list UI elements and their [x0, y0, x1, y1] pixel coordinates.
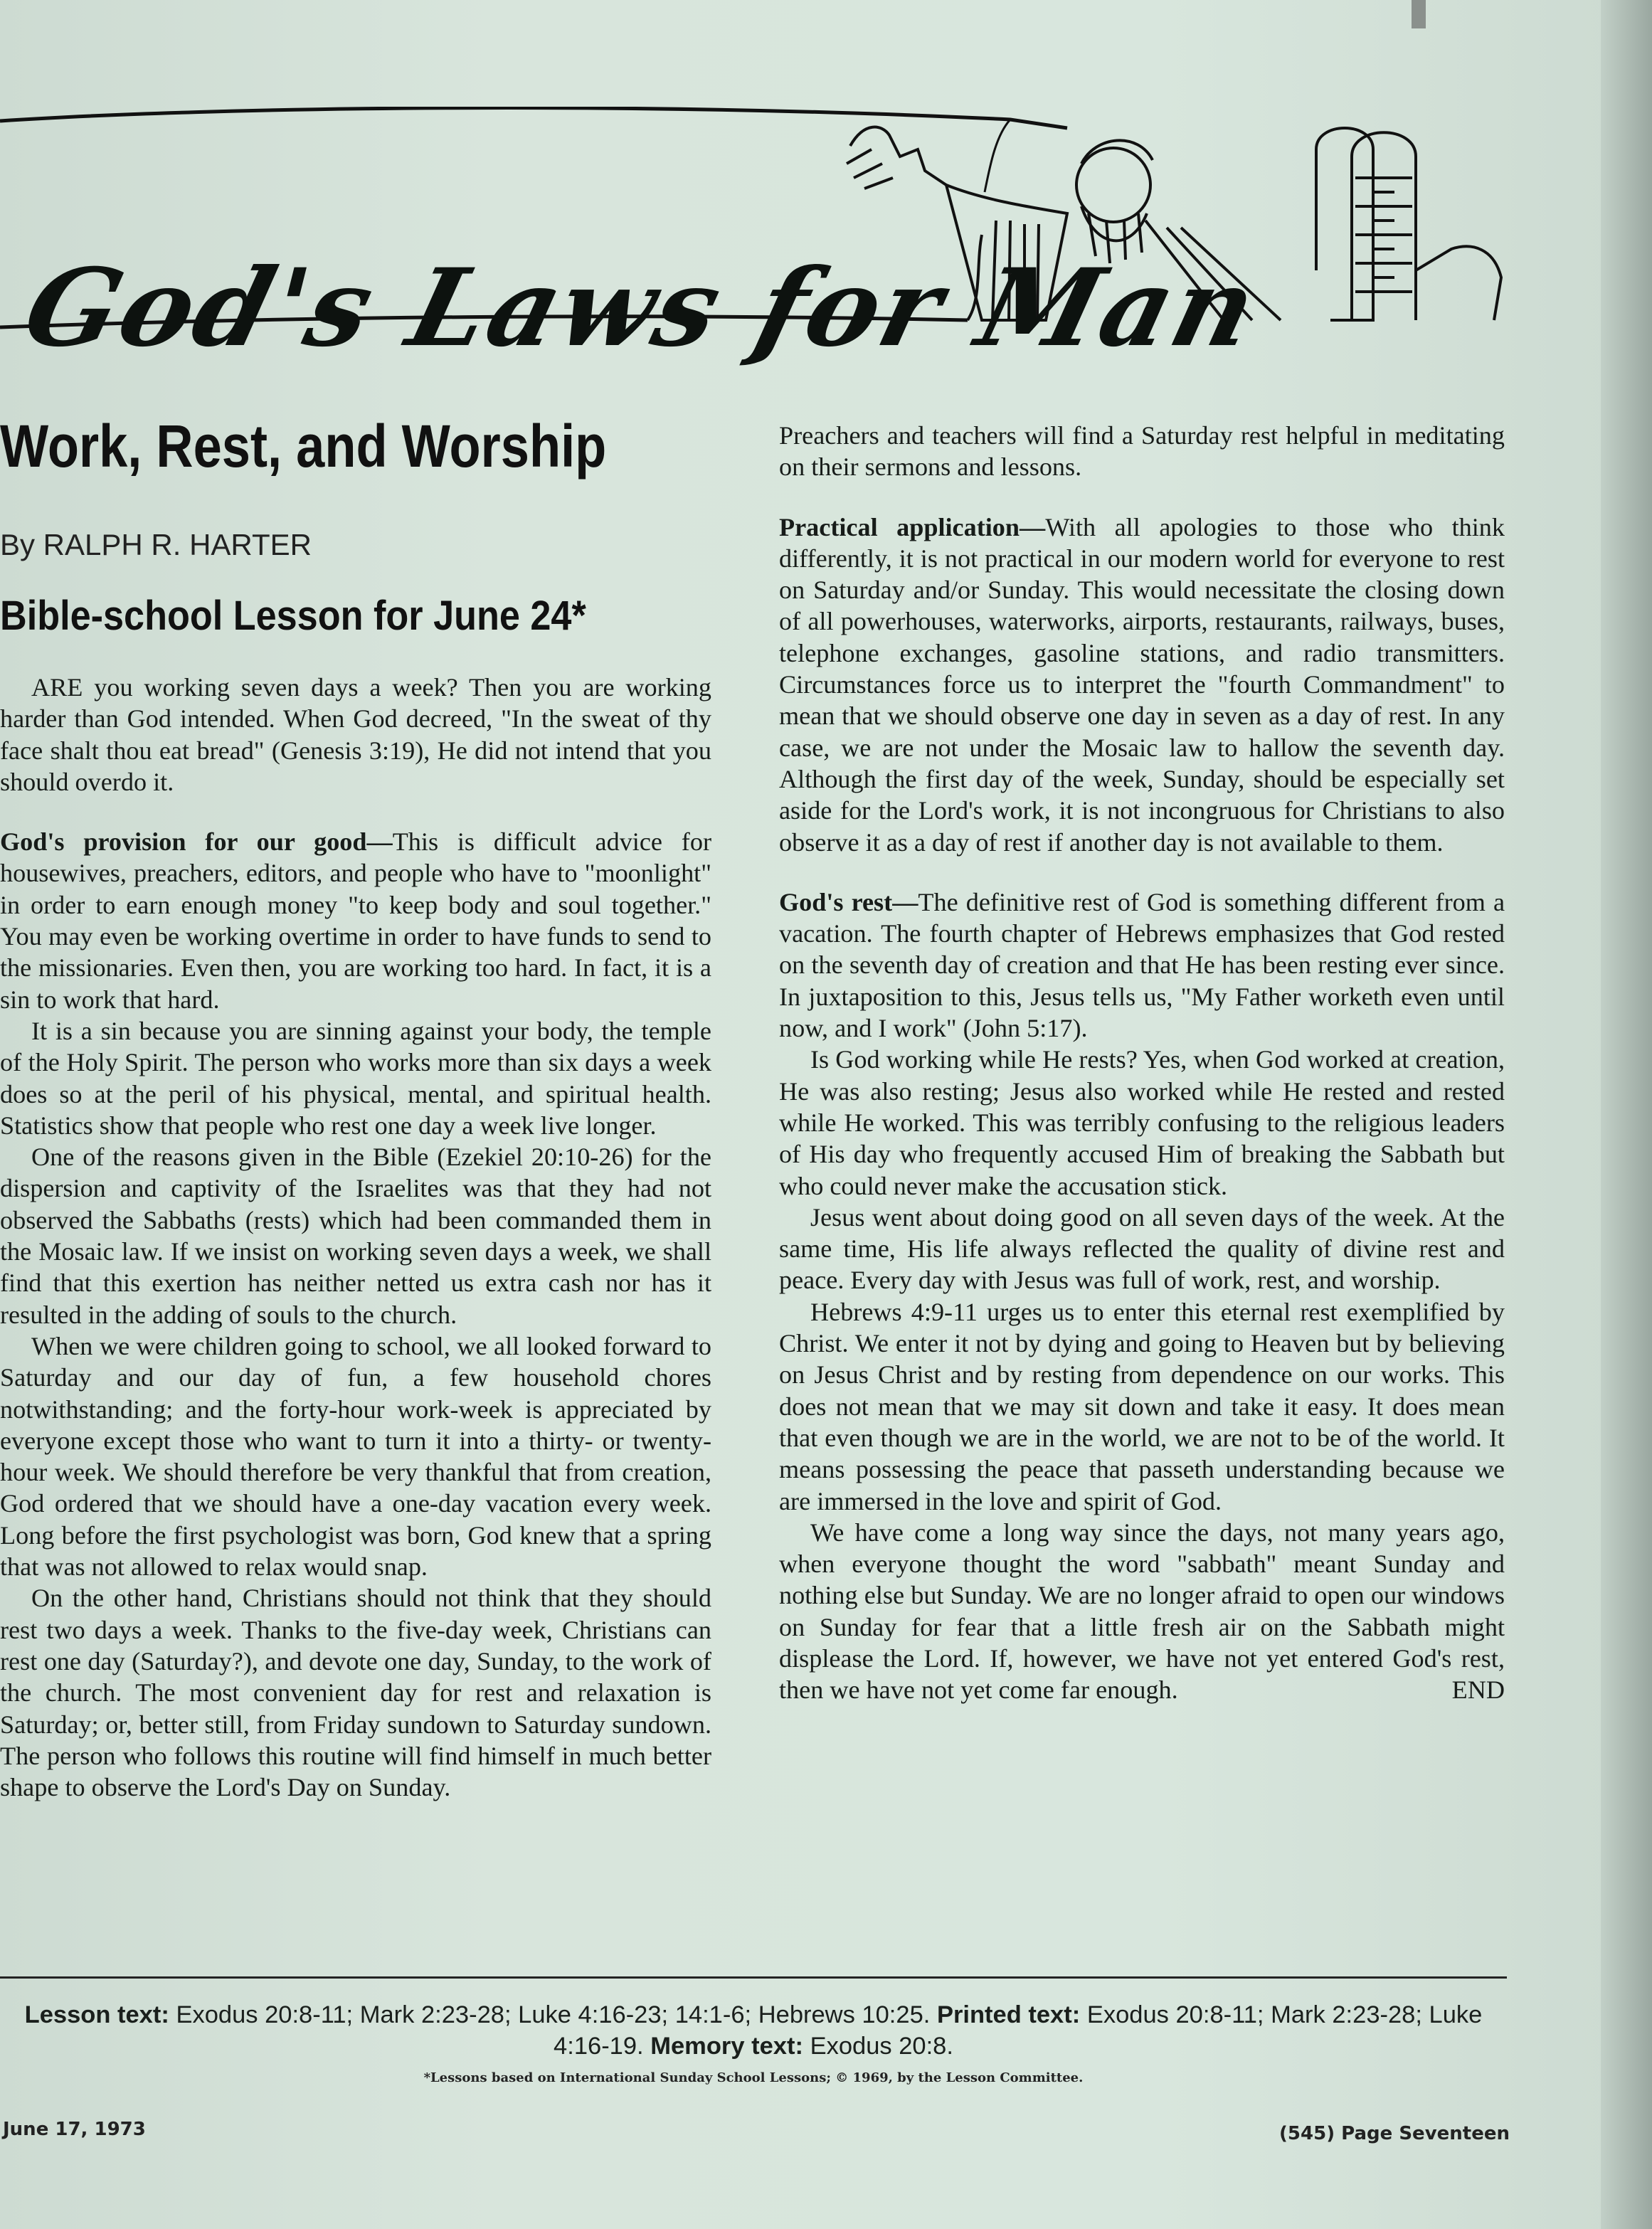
paragraph: Jesus went about doing good on all seven days of the week. At the same time, His life always reflected the quality of divine rest and peace. Every day with Jesus was full of work, rest, and worship.	[779, 1202, 1505, 1295]
paragraph: Hebrews 4:9-11 urges us to enter this eternal rest exemplified by Christ. We enter it not by dying and going to Heaven but by believing on Jesus Christ and by resting from dependence on our works. This does not mean that we may sit down and take it easy. It does mean that even though we are in the world, we are not to be of the world. It means possessing the peace that passeth understanding because we are immersed in the love and spirit of God.	[779, 1297, 1505, 1515]
left-column	[0, 672, 711, 1803]
paragraph: We have come a long way since the days, not many years ago, when everyone thought the word "sabbath" meant Sunday and nothing else but Sunday. We are no longer afraid to open our windows on Sunday for fear that a little fresh air on the Sabbath might displease the Lord. If, however, we have not yet entered God's rest, then we have not yet come far enough. END	[779, 1517, 1505, 1706]
memory-text-label: Memory text:	[650, 2033, 803, 2060]
footnote: *Lessons based on International Sunday School Lessons; © 1969, by the Lesson Committee.	[423, 2070, 1084, 2085]
right-column	[779, 420, 1505, 1706]
printed-text-value: Exodus 20:8-11; Mark 2:23-28; Luke 4:16-19.	[554, 2001, 1483, 2060]
banner-title: God's Laws for Man	[13, 245, 1271, 371]
title-banner	[0, 107, 1510, 371]
memory-text-value: Exodus 20:8.	[810, 2033, 953, 2060]
paragraph: Practical application—With all apologies to those who think differently, it is not practical in our modern world for everyone to rest on Saturday and/or Sunday. This would necessitate the closing down of all powerhouses, waterworks, airports, restaurants, railways, buses, telephone exchanges, gasoline stations, and radio transmitters. Circumstances force us to interpret the "fourth Commandment" to mean that we should observe one day in seven as a day of rest. In any case, we are not under the Mosaic law to hallow the seventh day. Although the first day of the week, Sunday, should be especially set aside for the Lord's work, it is not incongruous for Christians to also observe it as a day of rest if another day is not available to them.	[779, 512, 1505, 857]
footer-rule	[0, 1976, 1507, 1979]
paragraph: Is God working while He rests? Yes, when God worked at creation, He was also resting; Jesus also worked while He rested and rested while He worked. This was terribly confusing to the religious leaders of His day who frequently accused Him of breaking the Sabbath but who could never make the accusation stick.	[779, 1045, 1505, 1200]
paragraph: One of the reasons given in the Bible (Ezekiel 20:10-26) for the dispersion and captivity of the Israelites was that they had not observed the Sabbaths (rests) which had been commanded them in the Mosaic law. If we insist on working seven days a week, we shall find that this exertion has neither netted us extra cash nor has it resulted in the adding of souls to the church.	[0, 1143, 711, 1329]
page-number: (545) Page Seventeen	[1279, 2123, 1510, 2144]
page-edge-shadow	[1601, 0, 1652, 2229]
paragraph: God's provision for our good—This is difficult advice for housewives, preachers, editors, and people who have to "moonlight" in order to earn enough money "to keep body and soul together." You may even be working overtime in order to have funds to send to the missionaries. Even then, you are working too hard. In fact, it is a sin to work that hard.	[0, 827, 711, 1014]
paragraph: Preachers and teachers will find a Saturday rest helpful in meditating on their sermons and lessons.	[779, 421, 1505, 482]
paragraph: On the other hand, Christians should not think that they should rest two days a week. Thanks to the five-day week, Christians can rest one day (Saturday?), and devote one day, Sunday, to the work of the church. The most convenient day for rest and relaxation is Saturday; or, better still, from Friday sundown to Saturday sundown. The person who follows this routine will find himself in much better shape to observe the Lord's Day on Sunday.	[0, 1584, 711, 1802]
paragraph: ARE you working seven days a week? Then you are working harder than God intended. When God decreed, "In the sweat of thy face shalt thou eat bread" (Genesis 3:19), He did not intend that you should overdo it.	[0, 673, 711, 796]
scan-mark	[1412, 0, 1426, 28]
end-mark: END	[1451, 1675, 1505, 1705]
lesson-text-label: Lesson text:	[24, 2001, 169, 2028]
lesson-heading: Bible-school Lesson for June 24*	[0, 593, 586, 639]
issue-date: June 17, 1973	[3, 2119, 146, 2140]
paragraph: When we were children going to school, we all looked forward to Saturday and our day of fun, a few household chores notwithstanding; and the forty-hour work-week is appreciated by everyone except those who want to turn it into a thirty- or twenty-hour week. We should therefore be very thankful that from creation, God ordered that we should have a one-day vacation every week. Long before the first psychologist was born, God knew that a spring that was not allowed to relax would snap.	[0, 1331, 711, 1582]
paragraph: God's rest—The definitive rest of God is something different from a vacation. The fourth chapter of Hebrews emphasizes that God rested on the seventh day of creation and that He has been resting ever since. In juxtaposition to this, Jesus tells us, "My Father worketh even until now, and I work" (John 5:17).	[779, 887, 1505, 1043]
lesson-text-value: Exodus 20:8-11; Mark 2:23-28; Luke 4:16-23; 14:1-6; Hebrews 10:25.	[176, 2001, 931, 2028]
lesson-references	[0, 1999, 1507, 2062]
printed-text-label: Printed text:	[936, 2001, 1081, 2028]
article-title: Work, Rest, and Worship	[0, 413, 607, 480]
byline: By RALPH R. HARTER	[0, 528, 312, 561]
paragraph: It is a sin because you are sinning against your body, the temple of the Holy Spirit. The person who works more than six days a week does so at the peril of his physical, mental, and spiritual health. Statistics show that people who rest one day a week live longer.	[0, 1016, 711, 1140]
